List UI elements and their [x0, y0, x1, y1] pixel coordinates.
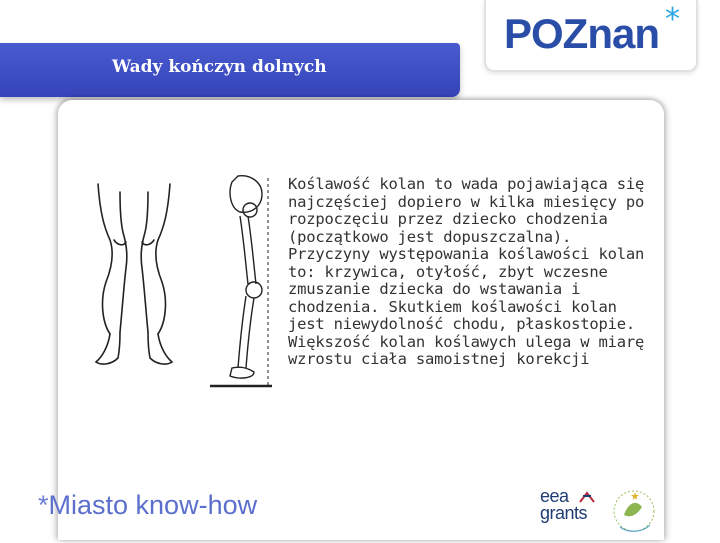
title-bar [0, 43, 460, 97]
poznan-logo [484, 0, 698, 72]
grants-label: grants [540, 503, 588, 523]
body-paragraph: Koślawość kolan to wada pojawiająca się najczęściej dopiero w kilka miesięcy po rozpoczęciu przez dziecko chodzenia (początkowo jest dopuszczalna). Przyczyny występowania koślawości kolan to: krzywica, otyłość, zbyt wczesne zmuszanie dziecka do wstawania i chodzenia. Skutkiem koślawości kolan jest niewydolność chodu, płaskostopie. Większość kolan koślawych ulega w miarę wzrostu ciała samoistnej korekcji [288, 175, 645, 368]
footer-brand [38, 490, 257, 521]
legs-valgus-diagram-icon [90, 172, 280, 392]
brand-text: Miasto know-how [48, 490, 258, 520]
poznan-star-icon: * [665, 2, 680, 37]
brand-star-icon: * [38, 490, 49, 520]
partner-logo [606, 485, 662, 543]
legs-valgus-illustration [90, 172, 280, 396]
eea-grants-logo [540, 488, 587, 522]
poznan-logo-text: POZnan [504, 10, 660, 57]
partner-circular-logo-icon [606, 485, 662, 539]
page-title: Wady kończyn dolnych [112, 57, 327, 77]
eea-label: eea [540, 486, 569, 506]
eea-ribbon-icon [578, 490, 596, 504]
